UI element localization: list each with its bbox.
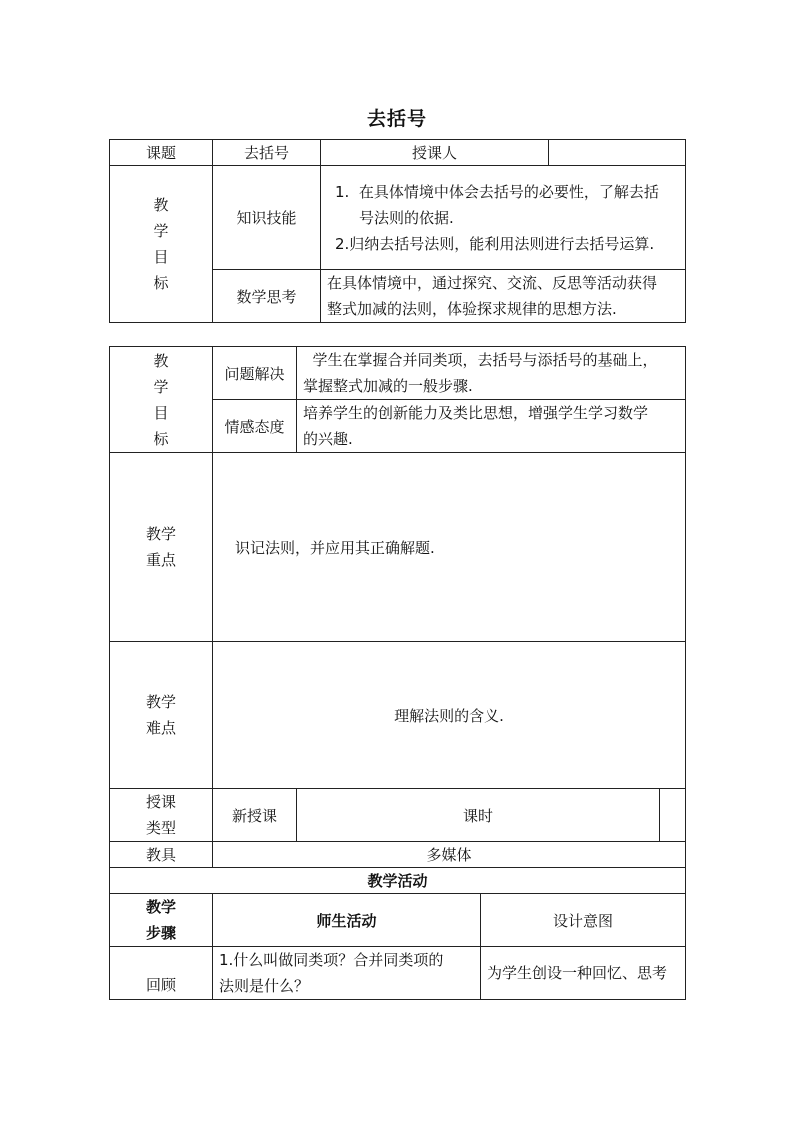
teaching-tools-value: 多媒体	[213, 842, 686, 868]
class-hours-label: 课时	[297, 789, 660, 842]
key-points-label: 教学 重点	[110, 453, 213, 642]
teacher-value	[549, 140, 686, 166]
lesson-header-table	[109, 139, 686, 323]
lesson-plan-table	[109, 346, 686, 1000]
review-intent-content: 为学生创设一种回忆、思考	[481, 947, 686, 1000]
review-activity-content: 1.什么叫做同类项？合并同类项的 法则是什么？	[213, 947, 481, 1000]
math-thinking-label: 数学思考	[213, 270, 321, 323]
topic-label: 课题	[110, 140, 213, 166]
teacher-label: 授课人	[321, 140, 549, 166]
math-thinking-content: 在具体情境中，通过探究、交流、反思等活动获得 整式加减的法则，体验探求规律的思想方法.	[321, 270, 686, 323]
class-hours-value	[660, 789, 686, 842]
teaching-steps-label: 教学 步骤	[110, 894, 213, 947]
topic-value: 去括号	[213, 140, 321, 166]
review-step-label: 回顾	[110, 947, 213, 1000]
teacher-student-activity-header: 师生活动	[213, 894, 481, 947]
lesson-type-label: 授课 类型	[110, 789, 213, 842]
knowledge-skills-content: 1. 在具体情境中体会去括号的必要性，了解去括 号法则的依据. 2.归纳去括号法则，能利用法则进行去括号运算.	[321, 166, 686, 270]
problem-solving-label: 问题解决	[213, 347, 297, 400]
design-intent-header: 设计意图	[481, 894, 686, 947]
lesson-type-value: 新授课	[213, 789, 297, 842]
teaching-goals-label-2: 教 学 目 标	[110, 347, 213, 453]
emotion-attitude-content: 培养学生的创新能力及类比思想，增强学生学习数学 的兴趣.	[297, 400, 686, 453]
teaching-goals-label: 教 学 目 标	[110, 166, 213, 323]
problem-solving-content: 学生在掌握合并同类项，去括号与添括号的基础上， 掌握整式加减的一般步骤.	[297, 347, 686, 400]
teaching-activities-title: 教学活动	[110, 868, 686, 894]
key-points-content: 识记法则，并应用其正确解题.	[213, 453, 686, 642]
difficulties-label: 教学 难点	[110, 642, 213, 789]
difficulties-content: 理解法则的含义.	[213, 642, 686, 789]
emotion-attitude-label: 情感态度	[213, 400, 297, 453]
knowledge-skills-label: 知识技能	[213, 166, 321, 270]
teaching-tools-label: 教具	[110, 842, 213, 868]
document-title: 去括号	[366, 108, 427, 130]
